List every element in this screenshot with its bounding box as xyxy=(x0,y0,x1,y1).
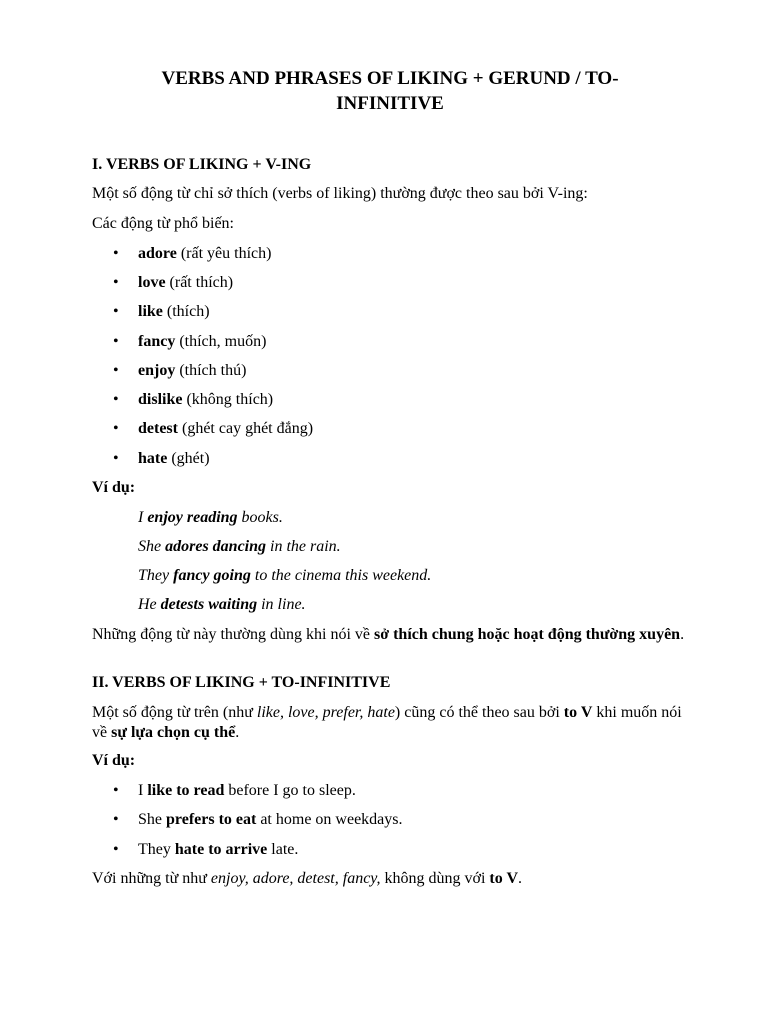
text-run: in the rain. xyxy=(266,538,341,555)
section1-note xyxy=(92,625,692,645)
verb-text xyxy=(138,361,246,381)
bullet-icon: • xyxy=(113,841,119,858)
text-run: in line. xyxy=(257,596,306,613)
text-run: (rất yêu thích) xyxy=(176,245,272,262)
text-run: prefers to eat xyxy=(166,811,257,828)
section2-note xyxy=(92,869,522,889)
text-run: like xyxy=(138,303,163,320)
text-run: (không thích) xyxy=(182,391,274,408)
text-run: (thích thú) xyxy=(175,362,247,379)
text-run: like, love, prefer, hate xyxy=(256,704,395,721)
bullet-icon: • xyxy=(113,274,119,291)
text-run: (thích, muốn) xyxy=(175,333,267,350)
text-run: . xyxy=(518,870,523,887)
example-text xyxy=(138,781,356,801)
text-run: I xyxy=(138,782,148,799)
bullet-icon: • xyxy=(113,245,119,262)
text-run: (rất thích) xyxy=(165,274,234,291)
text-run: enjoy xyxy=(138,362,176,379)
text-run: . xyxy=(680,626,685,643)
text-run: love xyxy=(138,274,166,291)
example-text xyxy=(138,810,403,830)
bullet-icon: • xyxy=(113,782,119,799)
bullet-icon: • xyxy=(113,333,119,350)
text-run: hate to arrive xyxy=(174,841,268,858)
text-run: detests waiting xyxy=(160,596,258,613)
text-run: to V xyxy=(489,870,519,887)
text-run: at home on weekdays. xyxy=(256,811,403,828)
text-run: (ghét cay ghét đắng) xyxy=(177,420,314,437)
text-run: ) cũng có thể theo sau bởi xyxy=(394,704,564,721)
text-run: (thích) xyxy=(162,303,210,320)
text-run: sở thích chung hoặc hoạt động thường xuyên xyxy=(374,626,681,643)
bullet-icon: • xyxy=(113,811,119,828)
section2-heading: II. VERBS OF LIKING + TO-INFINITIVE xyxy=(92,674,391,691)
verb-text xyxy=(138,419,313,439)
text-run: dislike xyxy=(138,391,183,408)
text-run: She xyxy=(138,538,166,555)
example-sentence xyxy=(138,566,431,586)
verb-text xyxy=(138,273,233,293)
text-run: sự lựa chọn cụ thể xyxy=(111,724,236,741)
example-sentence xyxy=(138,595,306,615)
text-run: adores dancing xyxy=(165,538,267,555)
text-run: enjoy, adore, detest, fancy, xyxy=(210,870,381,887)
text-run: detest xyxy=(138,420,178,437)
text-run: I xyxy=(138,509,148,526)
bullet-icon: • xyxy=(113,362,119,379)
verb-text xyxy=(138,244,271,264)
text-run: Một số động từ trên (như xyxy=(92,704,257,721)
text-run: (ghét) xyxy=(167,450,210,467)
text-run: khi muốn nói về xyxy=(92,704,682,741)
text-run: They xyxy=(138,567,174,584)
verb-text xyxy=(138,332,266,352)
text-run: enjoy reading xyxy=(147,509,238,526)
example-sentence xyxy=(138,537,341,557)
section1-intro: Một số động từ chỉ sở thích (verbs of liking) thường được theo sau bởi V-ing: xyxy=(92,185,588,202)
document-title: VERBS AND PHRASES OF LIKING + GERUND / TO-INFINITIVE xyxy=(161,68,619,114)
section1-heading: I. VERBS OF LIKING + V-ING xyxy=(92,156,312,173)
example-text xyxy=(138,840,298,860)
text-run: fancy going xyxy=(173,567,251,584)
text-run: Với những từ như xyxy=(92,870,211,887)
bullet-icon: • xyxy=(113,391,119,408)
text-run: late. xyxy=(267,841,299,858)
text-run: They xyxy=(138,841,175,858)
text-run: to the cinema this weekend. xyxy=(250,567,432,584)
text-run: adore xyxy=(138,245,177,262)
text-run: He xyxy=(138,596,161,613)
section2-example-label: Ví dụ: xyxy=(92,752,136,769)
text-run: She xyxy=(138,811,166,828)
verb-text xyxy=(138,449,210,469)
text-run: before I go to sleep. xyxy=(224,782,356,799)
example-sentence xyxy=(138,508,283,528)
common-verbs-label: Các động từ phổ biến: xyxy=(92,215,234,232)
text-run: fancy xyxy=(138,333,176,350)
text-run: không dùng với xyxy=(380,870,490,887)
text-run: hate xyxy=(138,450,168,467)
section2-intro xyxy=(92,703,692,743)
verb-text xyxy=(138,302,210,322)
text-run: to V xyxy=(563,704,593,721)
bullet-icon: • xyxy=(113,450,119,467)
text-run: like to read xyxy=(147,782,225,799)
bullet-icon: • xyxy=(113,420,119,437)
bullet-icon: • xyxy=(113,303,119,320)
text-run: books. xyxy=(237,509,283,526)
verb-text xyxy=(138,390,273,410)
text-run: Những động từ này thường dùng khi nói về xyxy=(92,626,375,643)
section1-example-label: Ví dụ: xyxy=(92,479,136,496)
text-run: . xyxy=(235,724,240,741)
